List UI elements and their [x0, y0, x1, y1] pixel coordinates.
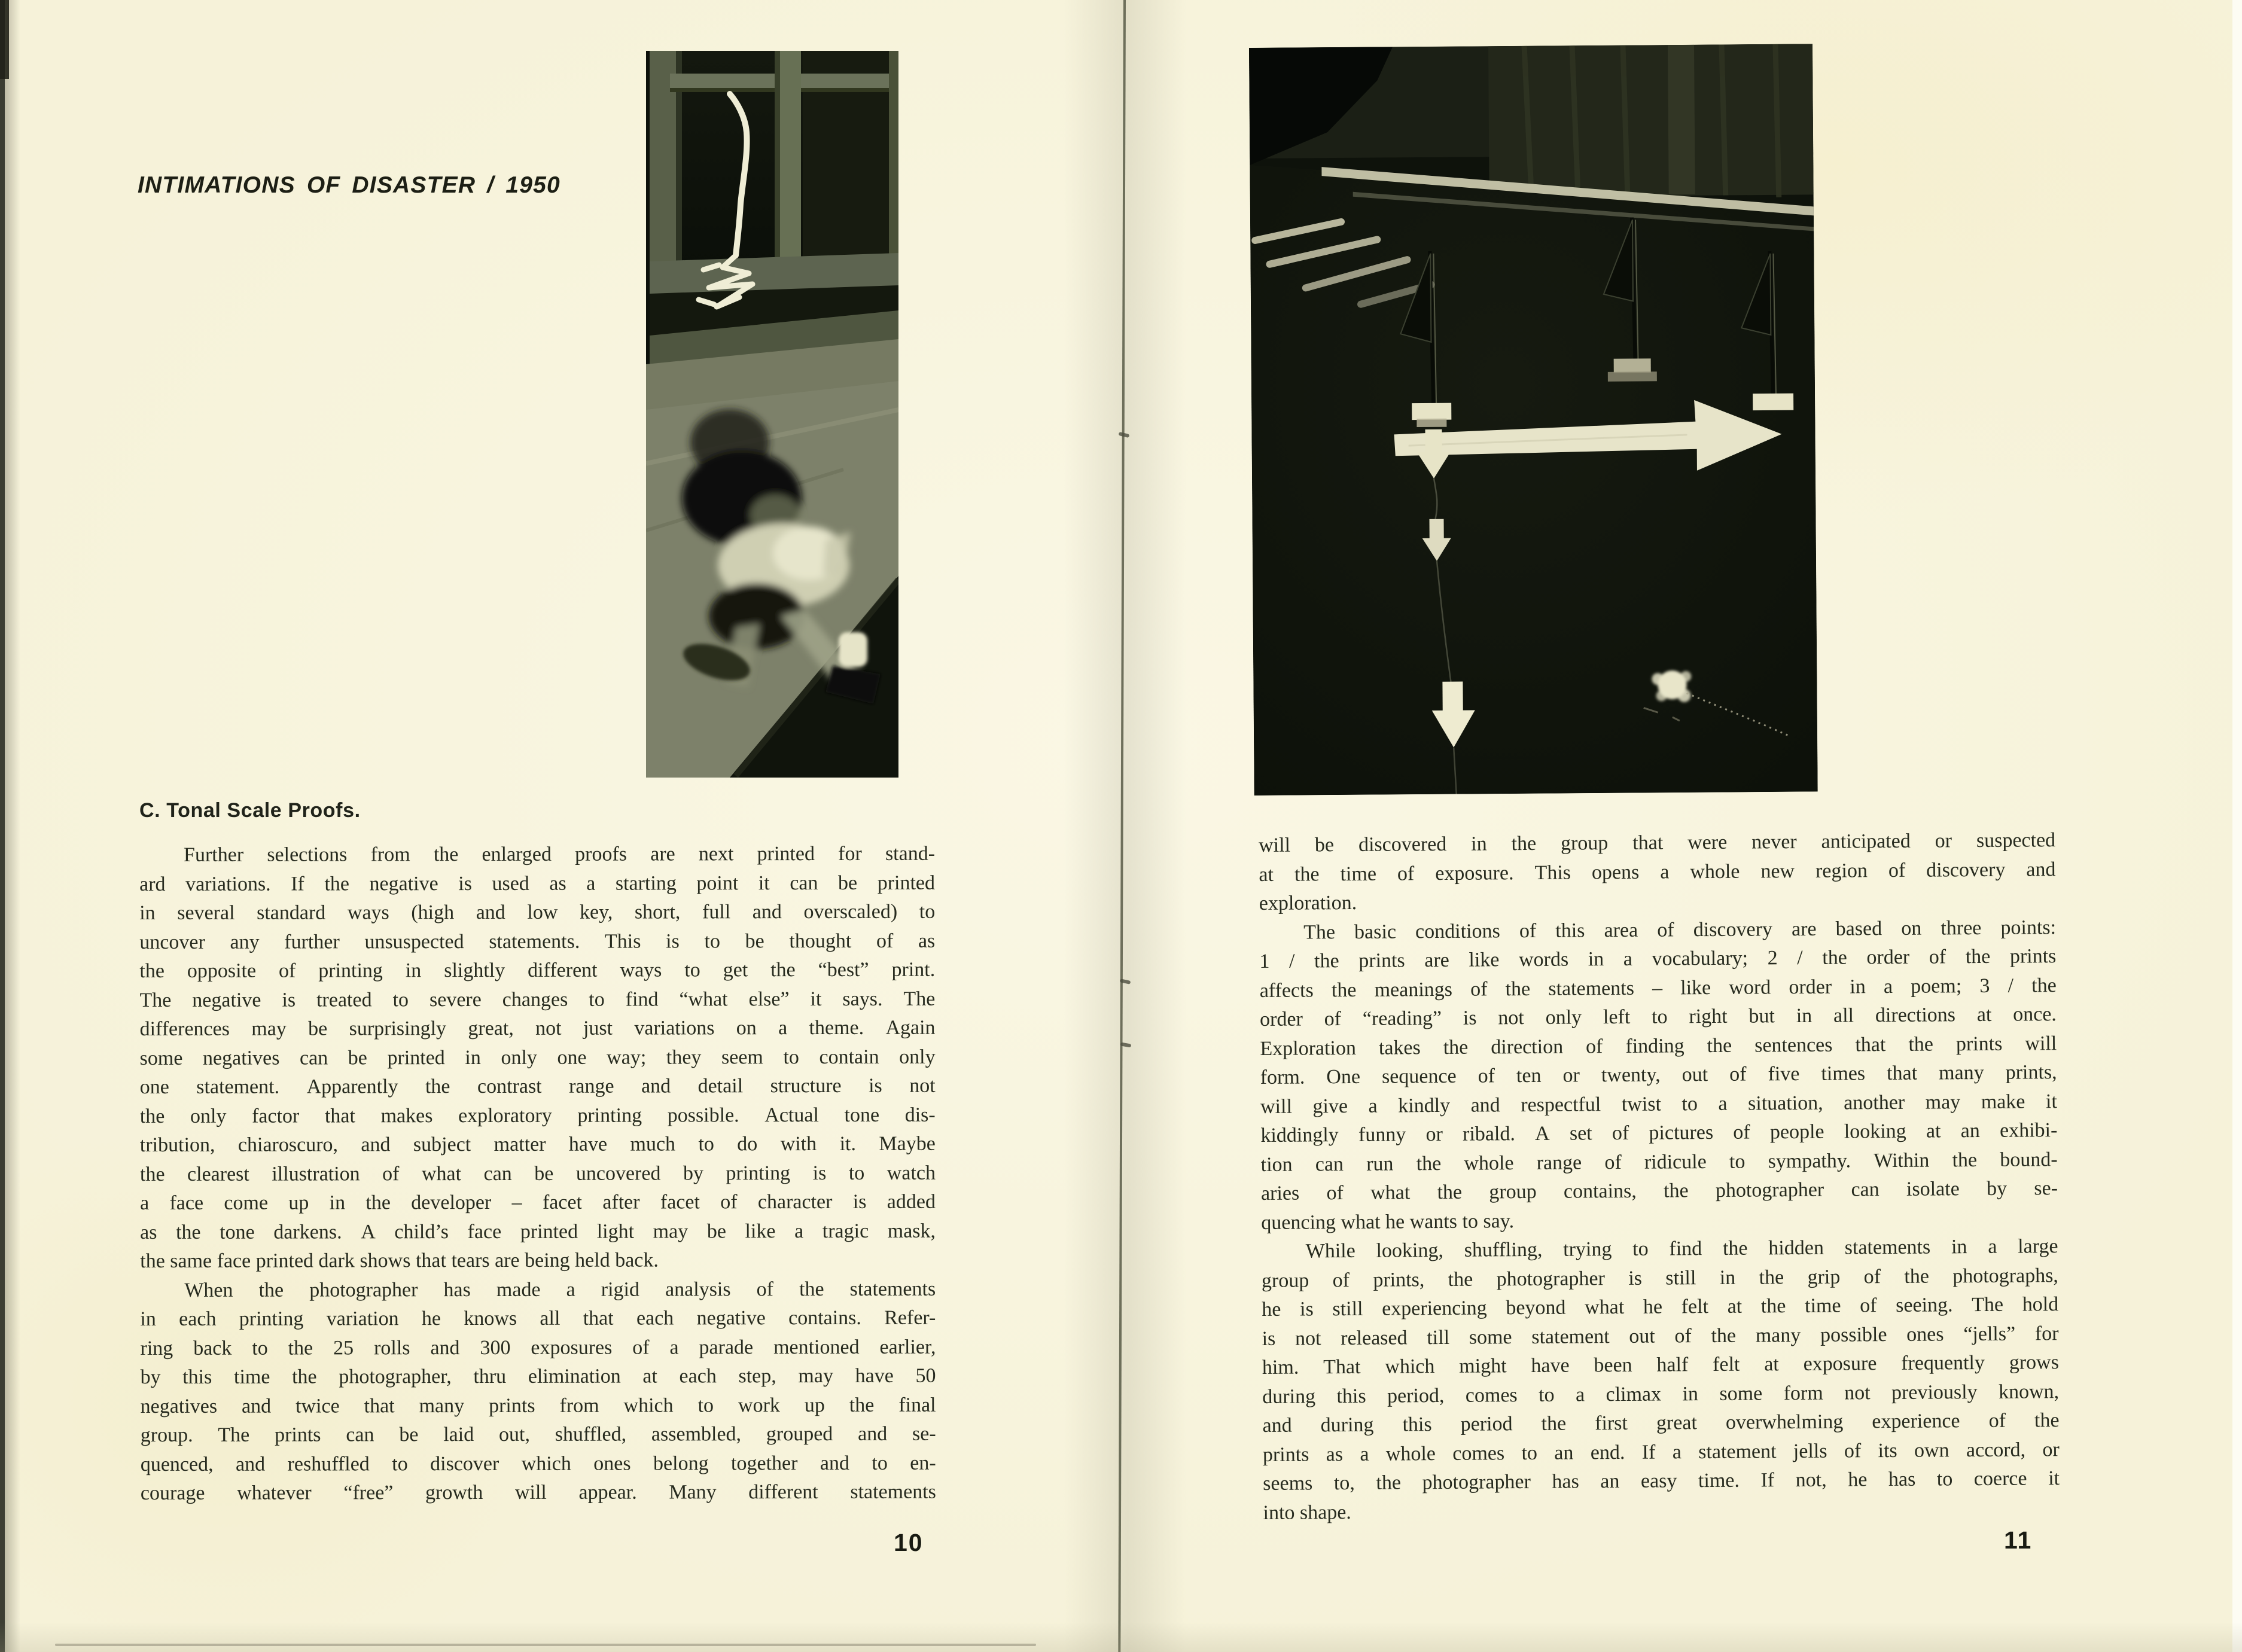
text-line: the opposite of printing in slightly different ways to get the “best” print.	[139, 958, 936, 982]
text-line: order of “reading” is not only left to right but in all directions at once.	[1259, 1003, 2057, 1031]
page-number-right: 11	[2004, 1526, 2033, 1554]
chapter-title: INTIMATIONS OF DISASTER / 1950	[138, 172, 560, 198]
bottom-page-shadow	[0, 1622, 2242, 1652]
text-line: at the time of exposure. This opens a whole new region of discovery and	[1259, 858, 2056, 886]
text-line: and during this period the first great overwhelming experience of the	[1262, 1409, 2060, 1437]
text-line: the clearest illustration of what can be uncovered by printing is to watch	[139, 1162, 936, 1185]
page-edge-shadow	[5, 0, 20, 1652]
text-line: exploration.	[1259, 891, 1357, 915]
text-line: The basic conditions of this area of discovery are based on three points:	[1303, 916, 2057, 944]
text-line: ring back to the 25 rolls and 300 exposures of a parade mentioned earlier,	[140, 1336, 936, 1360]
text-line: during this period, comes to a climax in some form not previously known,	[1262, 1380, 2060, 1408]
text-line: tribution, chiaroscuro, and subject matter have much to do with it. Maybe	[139, 1132, 936, 1156]
text-line: While looking, shuffling, trying to find the hidden statements in a large	[1305, 1235, 2058, 1263]
text-line: negatives and twice that many prints from which to work up the final	[140, 1394, 936, 1418]
text-line: form. One sequence of ten or twenty, out of five times that many prints,	[1260, 1061, 2057, 1089]
text-line: affects the meanings of the statements – like word order in a poem; 3 / the	[1259, 974, 2057, 1002]
text-line: 1 / the prints are like words in a vocabulary; 2 / the order of the prints	[1259, 945, 2057, 973]
text-line: tion can run the whole range of ridicule to sympathy. Within the bound-	[1260, 1148, 2058, 1176]
text-line: group of prints, the photographer is still in the grip of the photographs,	[1261, 1264, 2058, 1292]
text-line: Further selections from the enlarged proofs are next printed for stand-	[184, 842, 936, 866]
text-line: him. That which might have been half felt at exposure frequently grows	[1262, 1351, 2059, 1379]
text-line: ard variations. If the negative is used as a starting point it can be printed	[139, 871, 936, 895]
photo-street-arrows	[1249, 44, 1818, 795]
text-line: some negatives can be printed in only one way; they seem to contain only	[139, 1046, 936, 1069]
text-line: aries of what the group contains, the photographer can isolate by se-	[1260, 1177, 2058, 1205]
text-line: courage whatever “free” growth will appear. Many different statements	[140, 1480, 936, 1504]
text-line: uncover any further unsuspected statements. This is to be thought of as	[139, 929, 936, 953]
text-line: one statement. Apparently the contrast range and detail structure is not	[139, 1074, 936, 1098]
text-line: will give a kindly and respectful twist to a situation, another may make it	[1260, 1090, 2057, 1118]
text-line: Exploration takes the direction of finding the sentences that the prints will	[1260, 1032, 2057, 1060]
body-text-right	[1259, 826, 2060, 1528]
body-text-left	[139, 840, 936, 1508]
text-line: The negative is treated to severe changes to find “what else” it says. The	[139, 987, 936, 1011]
text-line: into shape.	[1263, 1501, 1351, 1524]
text-line: will be discovered in the group that were never anticipated or suspected	[1259, 829, 2056, 857]
photo-child-running	[646, 51, 898, 778]
text-line: seems to, the photographer has an easy time. If not, he has to coerce it	[1263, 1467, 2060, 1495]
bottom-page-edge	[55, 1644, 1036, 1646]
text-line: group. The prints can be laid out, shuffled, assembled, grouped and se-	[140, 1422, 936, 1446]
text-line: quencing what he wants to say.	[1261, 1209, 1515, 1234]
text-line: kiddingly funny or ribald. A set of pictures of people looking at an exhibi-	[1260, 1119, 2058, 1147]
section-heading: C. Tonal Scale Proofs.	[139, 799, 361, 822]
text-line: a face come up in the developer – facet after facet of character is added	[140, 1190, 936, 1214]
page-number-left: 10	[894, 1529, 924, 1556]
text-line: as the tone darkens. A child’s face printed light may be like a tragic mask,	[140, 1220, 936, 1243]
text-line: When the photographer has made a rigid analysis of the statements	[184, 1278, 936, 1302]
page-stack-edge	[0, 0, 5, 1652]
text-line: the only factor that makes exploratory printing possible. Actual tone dis-	[139, 1104, 936, 1127]
text-line: in each printing variation he knows all that each negative contains. Refer-	[140, 1306, 936, 1330]
paper-right-edge	[2232, 0, 2242, 1652]
text-line: is not released till some statement out of the many possible ones “jells” for	[1262, 1322, 2059, 1350]
text-line: the same face printed dark shows that tears are being held back.	[140, 1249, 659, 1272]
text-line: he is still experiencing beyond what he felt at the time of seeing. The hold	[1262, 1293, 2059, 1321]
text-line: differences may be surprisingly great, not just variations on a theme. Again	[139, 1016, 936, 1040]
text-line: quenced, and reshuffled to discover which ones belong together and to en-	[140, 1452, 936, 1476]
text-line: prints as a whole comes to an end. If a statement jells of its own accord, or	[1262, 1438, 2060, 1466]
text-line: by this time the photographer, thru elimination at each step, may have 50	[140, 1364, 936, 1388]
text-line: in several standard ways (high and low key, short, full and overscaled) to	[139, 900, 936, 924]
